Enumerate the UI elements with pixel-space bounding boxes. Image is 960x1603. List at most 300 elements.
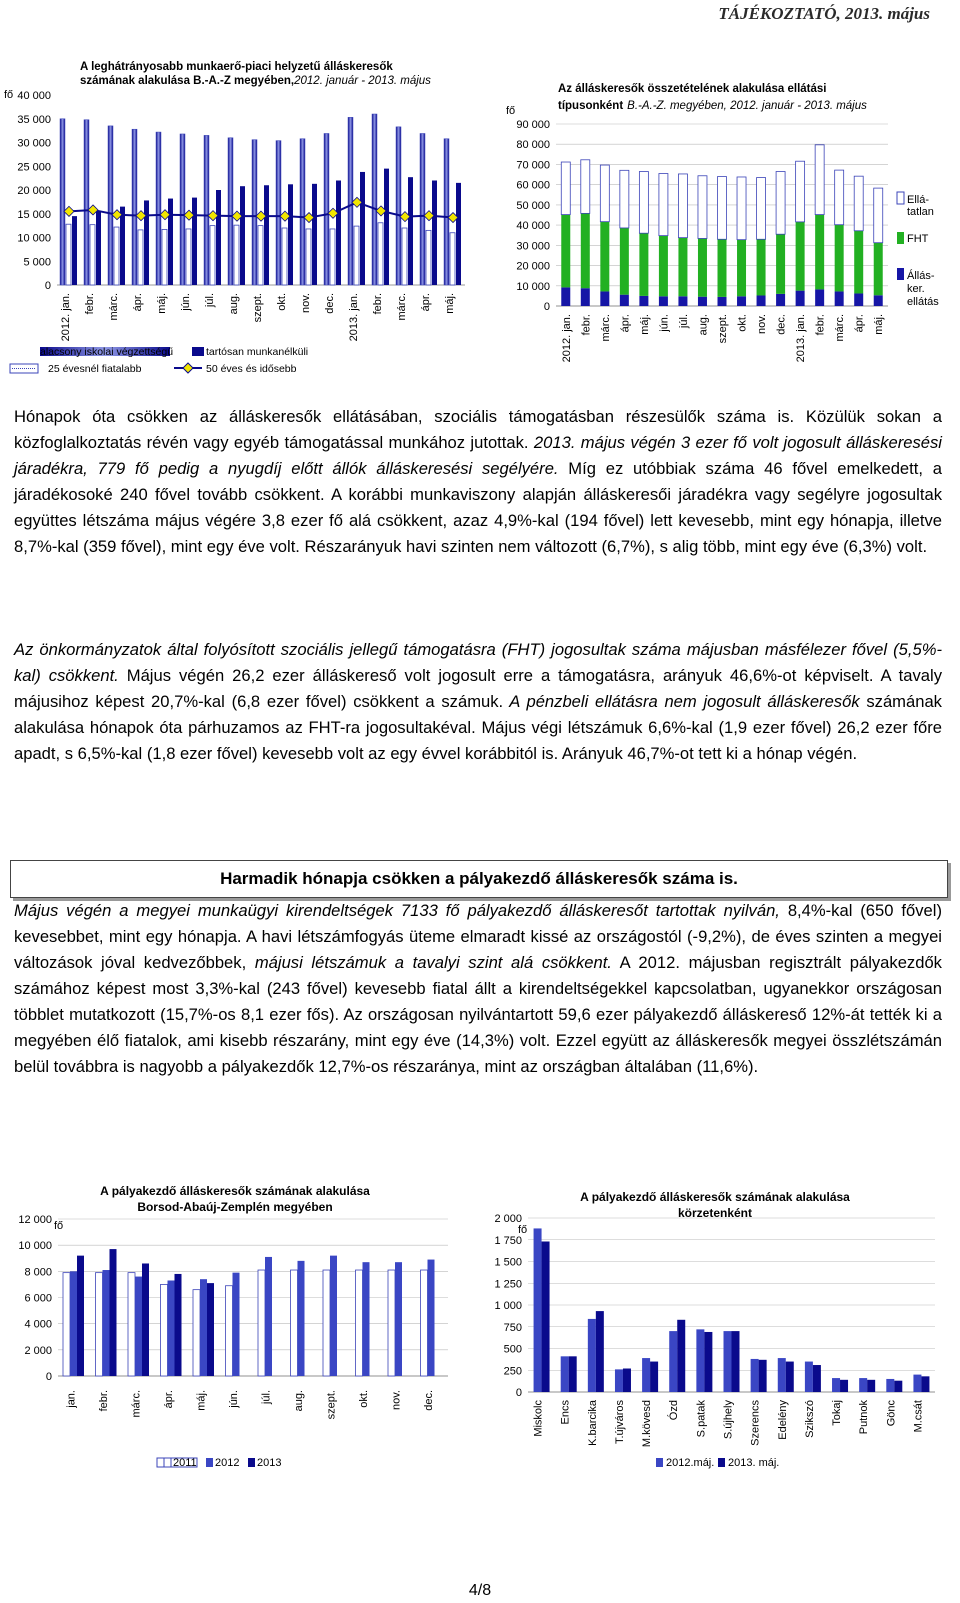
bar-2012-m-j-edel-ny bbox=[778, 1358, 786, 1392]
bar-2012 bbox=[103, 1270, 110, 1376]
bar-ellatatlan bbox=[796, 161, 805, 222]
bar-allaskeresesi bbox=[737, 296, 746, 306]
chart-benefit-types bbox=[470, 40, 960, 390]
bar-young bbox=[378, 223, 383, 285]
y-tick-label: 1 000 bbox=[494, 1300, 522, 1312]
bar-tartos bbox=[72, 216, 77, 285]
bar-young bbox=[234, 225, 239, 285]
bar-young bbox=[402, 228, 407, 285]
bar-fht bbox=[698, 238, 707, 296]
y-tick-label: 1 250 bbox=[494, 1278, 522, 1291]
bar-allaskeresesi bbox=[639, 296, 648, 306]
paragraph-career-starters bbox=[14, 898, 942, 1080]
bar-tartos bbox=[144, 200, 149, 285]
x-tick-label-jan: jan. bbox=[65, 1390, 78, 1408]
x-tick-label-dec: dec. bbox=[775, 314, 788, 335]
x-tick-label-2013-jan: 2013. jan. bbox=[348, 293, 360, 342]
x-tick-label-j-l: júl. bbox=[260, 1390, 273, 1405]
bar-low-edu bbox=[348, 117, 353, 285]
x-tick-label-pr: ápr. bbox=[619, 314, 632, 333]
bar-young bbox=[114, 227, 119, 285]
chart4-svg bbox=[470, 1175, 960, 1475]
y-tick-label: 2 000 bbox=[24, 1344, 52, 1357]
legend-swatch-2013maj bbox=[718, 1458, 725, 1467]
bar-fht bbox=[718, 239, 727, 297]
legend-label-young: 25 évesnél fiatalabb bbox=[48, 363, 142, 375]
bar-2013-m-j-t-jv-ros bbox=[623, 1369, 631, 1392]
x-tick-label-2012-jan: 2012. jan. bbox=[60, 293, 72, 342]
bar-2012-m-j-g-nc bbox=[886, 1379, 894, 1392]
bar-ellatatlan bbox=[698, 176, 707, 239]
bar-allaskeresesi bbox=[718, 297, 727, 306]
bar-allaskeresesi bbox=[835, 291, 844, 306]
chart4-unit: fő bbox=[518, 1224, 528, 1236]
legend-label-allaskeresesi-3: ellátás bbox=[907, 296, 939, 308]
bar-allaskeresesi bbox=[581, 288, 590, 306]
legend-swatch-allaskeresesi bbox=[897, 268, 904, 280]
bar-2013 bbox=[77, 1256, 84, 1376]
bar-2011 bbox=[226, 1286, 233, 1376]
bar-fht bbox=[835, 225, 844, 292]
bar-low-edu bbox=[60, 119, 65, 285]
bar-ellatatlan bbox=[620, 170, 629, 228]
y-tick-label: 20 000 bbox=[516, 260, 550, 273]
x-tick-label-dec: dec. bbox=[422, 1390, 435, 1411]
bar-2012-m-j-miskolc bbox=[534, 1228, 542, 1392]
x-tick-label-pr: ápr. bbox=[420, 293, 432, 312]
legend-swatch-ellatatlan bbox=[897, 192, 904, 204]
y-tick-label: 1 750 bbox=[494, 1234, 522, 1247]
bar-2013-m-j-encs bbox=[569, 1356, 577, 1392]
bar-fht bbox=[581, 213, 590, 288]
p1-part-c: Míg ez utóbbiak száma 46 fővel emelkedett, a járadékosoké 240 fővel tovább csökkent. A korábbi munkaviszony alapján álláskeresői járadékra vagy segélyre jogosultak együttes létszáma május végére 3,8 ezer fő alá csökkent, azaz 4,9%-kal (194 fővel) lett kevesebb, mint egy hónapja, illetve 8,7%-kal (359 fővel), mint egy éve volt. Részarányuk havi szinten nem változott (6,7%), s alig több, mint egy éve (6,3%) volt. bbox=[14, 459, 942, 556]
bar-young bbox=[162, 229, 167, 285]
legend-swatch-2013 bbox=[248, 1458, 255, 1467]
bar-young bbox=[66, 224, 71, 285]
legend-label-2011: 2011 bbox=[173, 1457, 197, 1469]
bar-2012-m-j-encs bbox=[561, 1356, 569, 1392]
x-tick-label-t-jv-ros: T.újváros bbox=[613, 1400, 626, 1445]
y-tick-label: 30 000 bbox=[516, 240, 550, 253]
bar-2013-m-j-putnok bbox=[867, 1380, 875, 1392]
y-tick-label: 4 000 bbox=[24, 1318, 52, 1331]
bar-2011 bbox=[161, 1284, 168, 1376]
chart4-legend bbox=[656, 1457, 779, 1469]
bar-2012 bbox=[265, 1257, 272, 1376]
bar-tartos bbox=[168, 199, 173, 285]
legend-label-ellatatlan-2: tatlan bbox=[907, 206, 934, 218]
bar-allaskeresesi bbox=[854, 293, 863, 306]
p2-part-a: Az önkormányzatok által folyósított szociális jellegű támogatásra (FHT) jogosultak száma májusban másfélezer fővel (5,5%-kal) csökkent. bbox=[14, 640, 942, 685]
legend-label-allaskeresesi-2: ker. bbox=[907, 283, 925, 295]
bar-fht bbox=[796, 222, 805, 291]
p2-part-c: A pénzbeli ellátásra nem jogosult álláskeresők bbox=[503, 692, 860, 711]
bar-2011 bbox=[258, 1270, 265, 1376]
bar-fht bbox=[737, 240, 746, 297]
bar-young bbox=[330, 229, 335, 285]
bar-ellatatlan bbox=[581, 160, 590, 214]
bar-ellatatlan bbox=[561, 162, 570, 215]
bar-low-edu bbox=[156, 132, 161, 285]
x-tick-label-m-j: máj. bbox=[444, 293, 456, 314]
bar-ellatatlan bbox=[600, 165, 609, 222]
legend-label-over50: 50 éves és idősebb bbox=[206, 363, 297, 375]
y-tick-label: 750 bbox=[503, 1321, 522, 1334]
bar-2013-m-j-sziksz bbox=[813, 1365, 821, 1392]
bar-allaskeresesi bbox=[620, 295, 629, 306]
x-tick-label-encs: Encs bbox=[559, 1400, 572, 1425]
bar-fht bbox=[757, 239, 766, 295]
x-tick-label-febr: febr. bbox=[580, 314, 593, 336]
x-tick-label-aug: aug. bbox=[228, 293, 240, 315]
bar-young bbox=[306, 229, 311, 285]
bar-2013 bbox=[142, 1263, 149, 1376]
bar-tartos bbox=[312, 184, 317, 285]
x-tick-label-febr: febr. bbox=[97, 1390, 110, 1412]
bar-young bbox=[282, 228, 287, 285]
legend-label-fht: FHT bbox=[907, 233, 929, 245]
p3-part-a: Május végén a megyei munkaügyi kirendeltségek 7133 fő pályakezdő álláskeresőt tartottak nyilván, bbox=[14, 901, 780, 920]
bar-fht bbox=[600, 222, 609, 292]
x-tick-label-j-n: jún. bbox=[227, 1390, 240, 1408]
x-tick-label-szept: szept. bbox=[252, 293, 264, 323]
x-tick-label-putnok: Putnok bbox=[858, 1400, 871, 1435]
bar-2013-m-j-s-jhely bbox=[732, 1331, 740, 1392]
bar-2012-m-j-t-jv-ros bbox=[615, 1369, 623, 1392]
bar-tartos bbox=[96, 211, 101, 285]
bar-tartos bbox=[384, 169, 389, 285]
y-tick-label: 0 bbox=[44, 280, 51, 292]
legend-swatch-fht bbox=[897, 232, 904, 244]
chart1-svg bbox=[0, 40, 470, 390]
x-tick-label-tokaj: Tokaj bbox=[831, 1400, 844, 1426]
p3-part-b: 8,4%-kal (650 fővel) kevesebbet, mint egy hónapja. A havi létszámfogyás üteme elmaradt kissé az országostól (-9,2%), de éves szinten a megyei változások jóval kedvezőbbek, bbox=[14, 901, 942, 972]
bar-tartos bbox=[456, 183, 461, 285]
bar-2011 bbox=[323, 1270, 330, 1376]
bar-2012-m-j-k-barcika bbox=[588, 1319, 596, 1392]
bar-2013-m-j-m-cs-t bbox=[921, 1376, 929, 1392]
chart2-title-italic: B.-A.-Z. megyében, 2012. január - 2013. május bbox=[627, 100, 867, 112]
x-tick-label-m-cs-t: M.csát bbox=[912, 1400, 925, 1433]
chart3-title-line1: A pályakezdő álláskeresők számának alakulása bbox=[100, 1184, 370, 1198]
bar-2012-m-j-zd bbox=[669, 1331, 677, 1392]
bar-tartos bbox=[432, 181, 437, 286]
bar-2012 bbox=[298, 1261, 305, 1376]
y-tick-label: 0 bbox=[45, 1371, 52, 1383]
chart2-title-line2 bbox=[558, 100, 867, 112]
y-tick-label: 0 bbox=[515, 1387, 522, 1399]
bar-tartos bbox=[408, 177, 413, 285]
bar-ellatatlan bbox=[639, 172, 648, 234]
x-tick-label-aug: aug. bbox=[697, 314, 710, 336]
p1-part-b: 2013. május végén 3 ezer fő volt jogosult álláskeresési járadékra, 779 fő pedig a nyugdíj előtt állók álláskeresési segélyére. bbox=[14, 433, 942, 478]
x-tick-label-nov: nov. bbox=[756, 314, 769, 334]
paragraph-fht bbox=[14, 637, 942, 767]
x-tick-label-okt: okt. bbox=[276, 293, 288, 311]
y-tick-label: 40 000 bbox=[516, 220, 550, 233]
y-tick-label: 20 000 bbox=[17, 185, 51, 197]
x-tick-label-j-l: júl. bbox=[677, 314, 690, 329]
y-tick-label: 60 000 bbox=[516, 179, 550, 192]
bar-2012-m-j-szerencs bbox=[751, 1359, 759, 1392]
chart-career-starters-district bbox=[470, 1175, 960, 1475]
chart1-legend bbox=[10, 346, 308, 375]
x-tick-label-szerencs: Szerencs bbox=[749, 1400, 762, 1446]
x-tick-label-2012-jan: 2012. jan. bbox=[560, 314, 573, 363]
legend-swatch-2012 bbox=[206, 1458, 213, 1467]
x-tick-label-m-k-vesd: M.kövesd bbox=[641, 1400, 654, 1448]
bar-2011 bbox=[291, 1270, 298, 1376]
bar-2011 bbox=[193, 1290, 200, 1376]
bar-allaskeresesi bbox=[874, 295, 883, 306]
x-tick-label-pr: ápr. bbox=[132, 293, 144, 312]
bar-2012 bbox=[330, 1256, 337, 1376]
chart3-title-line2: Borsod-Abaúj-Zemplén megyében bbox=[137, 1200, 333, 1214]
page-number: 4/8 bbox=[468, 1582, 492, 1599]
bar-ellatatlan bbox=[776, 172, 785, 235]
bar-2012 bbox=[168, 1280, 175, 1376]
chart1-title-bold: számának alakulása B.-A.-Z megyében, bbox=[80, 75, 295, 87]
bar-2013-m-j-tokaj bbox=[840, 1380, 848, 1392]
bar-allaskeresesi bbox=[698, 297, 707, 306]
chart-career-starters-county bbox=[0, 1175, 470, 1475]
x-tick-label-dec: dec. bbox=[324, 293, 336, 314]
bar-tartos bbox=[360, 172, 365, 285]
bar-2012 bbox=[428, 1260, 435, 1376]
running-header: TÁJÉKOZTATÓ, 2013. május bbox=[718, 4, 930, 23]
chart4-title-line1: A pályakezdő álláskeresők számának alakulása bbox=[580, 1190, 850, 1204]
y-tick-label: 5 000 bbox=[23, 256, 51, 269]
bar-fht bbox=[561, 215, 570, 288]
bar-ellatatlan bbox=[757, 178, 766, 240]
bar-low-edu bbox=[420, 133, 425, 285]
bar-young bbox=[426, 230, 431, 285]
bar-allaskeresesi bbox=[776, 294, 785, 306]
x-tick-label-s-patak: S.patak bbox=[695, 1400, 708, 1438]
bar-low-edu bbox=[444, 139, 449, 285]
y-tick-label: 80 000 bbox=[516, 139, 550, 152]
bar-fht bbox=[659, 236, 668, 297]
bar-low-edu bbox=[132, 129, 137, 285]
bar-ellatatlan bbox=[815, 145, 824, 215]
bar-ellatatlan bbox=[835, 170, 844, 225]
legend-label-2012: 2012 bbox=[215, 1457, 240, 1469]
paragraph-benefits bbox=[14, 404, 942, 560]
bar-allaskeresesi bbox=[796, 291, 805, 306]
bar-young bbox=[186, 229, 191, 285]
legend-swatch-tartos bbox=[192, 347, 204, 356]
bar-2011 bbox=[421, 1270, 428, 1376]
y-tick-label: 40 000 bbox=[17, 90, 51, 102]
bar-tartos bbox=[264, 185, 269, 285]
y-tick-label: 10 000 bbox=[17, 232, 51, 245]
x-tick-label-febr: febr. bbox=[372, 293, 384, 315]
bar-low-edu bbox=[108, 126, 113, 285]
bar-young bbox=[258, 226, 263, 285]
legend-label-2012maj: 2012.máj. bbox=[666, 1457, 715, 1469]
x-tick-label-miskolc: Miskolc bbox=[532, 1400, 545, 1437]
chart3-unit: fő bbox=[54, 1220, 64, 1232]
bar-2012-m-j-s-patak bbox=[696, 1329, 704, 1392]
p2-part-d: számának alakulása hónapok óta párhuzamos az FHT-ra jogosultakéval. Május végi létszámuk 6,6%-kal (1,9 ezer fővel) 26,2 ezer főre apadt, s 6,5%-kal (1,8 ezer fővel) kevesebb volt az egy évvel korábbitól is. Arányuk 46,7%-ot tett ki a hónap végén. bbox=[14, 692, 942, 763]
bar-low-edu bbox=[180, 134, 185, 285]
bar-tartos bbox=[336, 181, 341, 286]
bar-2012 bbox=[135, 1277, 142, 1376]
bar-2012-m-j-sziksz bbox=[805, 1362, 813, 1392]
bar-fht bbox=[678, 238, 687, 297]
chart-disadvantaged-jobseekers bbox=[0, 40, 470, 390]
bar-low-edu bbox=[228, 138, 233, 285]
x-tick-label-m-j: máj. bbox=[638, 314, 651, 335]
bar-2013-m-j-miskolc bbox=[542, 1241, 550, 1392]
x-tick-label-m-j: máj. bbox=[195, 1390, 208, 1411]
bar-low-edu bbox=[276, 141, 281, 285]
legend-label-tartos: tartósan munkanélküli bbox=[206, 346, 309, 358]
x-tick-label-sziksz: Szikszó bbox=[803, 1400, 816, 1438]
bar-allaskeresesi bbox=[678, 296, 687, 306]
x-tick-label-szept: szept. bbox=[325, 1390, 338, 1420]
bar-2012-m-j-m-cs-t bbox=[913, 1375, 921, 1392]
y-tick-label: 30 000 bbox=[17, 137, 51, 150]
x-tick-label-febr: febr. bbox=[84, 293, 96, 315]
chart1-title-line1: A leghátrányosabb munkaerő-piaci helyzetű álláskeresők bbox=[80, 61, 393, 73]
chart4-title-line2: körzetenként bbox=[677, 1206, 753, 1220]
y-tick-label: 1 500 bbox=[494, 1256, 522, 1269]
bar-ellatatlan bbox=[659, 174, 668, 236]
p1-part-a: Hónapok óta csökken az álláskeresők ellátásában, szociális támogatásban részesülők száma is. Közülük sokan a közfoglalkoztatás révén vagy egyéb támogatással munkához jutottak. bbox=[14, 407, 942, 452]
chart2-svg bbox=[470, 40, 960, 390]
bar-fht bbox=[776, 234, 785, 294]
legend-label-allaskeresesi-1: Állás- bbox=[907, 270, 935, 282]
legend-label-ellatatlan-1: Ellá- bbox=[907, 194, 930, 206]
y-tick-label: 35 000 bbox=[17, 113, 51, 126]
y-tick-label: 0 bbox=[543, 301, 550, 313]
y-tick-label: 2 000 bbox=[494, 1213, 522, 1225]
bar-fht bbox=[874, 243, 883, 296]
bar-fht bbox=[620, 228, 629, 295]
bar-low-edu bbox=[324, 133, 329, 285]
p2-part-b: Május végén 26,2 ezer álláskereső volt jogosult erre a támogatásra, arányuk 46,6%-ot képviselt. A tavaly májusihoz képest 20,7%-kal (6,8 ezer fővel) csökkent a számuk. bbox=[14, 666, 942, 711]
y-tick-label: 500 bbox=[503, 1343, 522, 1356]
bar-ellatatlan bbox=[737, 177, 746, 240]
y-tick-label: 10 000 bbox=[18, 1240, 52, 1253]
bar-2013-m-j-edel-ny bbox=[786, 1362, 794, 1392]
bar-2012 bbox=[70, 1271, 77, 1376]
p3-part-d: A 2012. májusban regisztrált pályakezdők számához képest most 3,3%-kal (243 fővel) kevesebb fiatal állt a kirendeltségekkel kapcsolatban, ugyanekkor országosan többlet mutatkozott (15,7%-os 8,1 ezer fős). Az országosan nyilvántartott 59,6 ezer pályakezdő álláskereső 12%-át tették ki a megyében élő fiatalok, ami kisebb részarány, mint egy éve (14,3%) volt. Ezzel együtt az álláskeresők megyei összlétszámán belül továbbra is nagyobb a pályakezdők 12,7%-os részaránya, mint az országban általában (11,6%). bbox=[14, 953, 942, 1076]
x-tick-label-nov: nov. bbox=[390, 1390, 403, 1410]
x-tick-label-edel-ny: Edelény bbox=[776, 1400, 789, 1440]
bar-allaskeresesi bbox=[659, 296, 668, 306]
bar-2012 bbox=[395, 1262, 402, 1376]
chart1-unit: fő bbox=[4, 89, 14, 101]
x-tick-label-szept: szept. bbox=[717, 314, 729, 344]
chart1-title-italic: 2012. január - 2013. május bbox=[294, 75, 431, 87]
x-tick-label-pr: ápr. bbox=[853, 314, 866, 333]
bar-fht bbox=[854, 231, 863, 294]
bar-young bbox=[450, 233, 455, 285]
x-tick-label-m-rc: márc. bbox=[130, 1390, 143, 1418]
x-tick-label-j-n: jún. bbox=[180, 293, 192, 311]
chart2-title-line1: Az álláskeresők összetételének alakulása ellátási bbox=[558, 83, 827, 95]
bar-young bbox=[90, 225, 95, 285]
y-tick-label: 12 000 bbox=[18, 1214, 52, 1226]
bar-allaskeresesi bbox=[561, 287, 570, 306]
bar-low-edu bbox=[300, 139, 305, 285]
bar-2013 bbox=[175, 1274, 182, 1376]
bar-allaskeresesi bbox=[600, 291, 609, 306]
x-tick-label-2013-jan: 2013. jan. bbox=[795, 314, 808, 363]
chart2-legend bbox=[897, 192, 939, 308]
legend-swatch-2012maj bbox=[656, 1458, 663, 1467]
bar-2011 bbox=[356, 1270, 363, 1376]
bar-fht bbox=[815, 215, 824, 290]
x-tick-label-m-j: máj. bbox=[156, 293, 168, 314]
x-tick-label-j-l: júl. bbox=[204, 293, 216, 308]
bar-2013 bbox=[110, 1249, 117, 1376]
x-tick-label-g-nc: Gönc bbox=[885, 1400, 898, 1427]
y-tick-label: 250 bbox=[503, 1365, 522, 1378]
bar-2011 bbox=[388, 1270, 395, 1376]
y-tick-label: 10 000 bbox=[516, 280, 550, 293]
x-tick-label-nov: nov. bbox=[300, 293, 312, 313]
bar-2012 bbox=[363, 1262, 370, 1376]
x-tick-label-k-barcika: K.barcika bbox=[586, 1400, 599, 1446]
bar-2012 bbox=[233, 1273, 240, 1376]
x-tick-label-febr: febr. bbox=[814, 314, 827, 336]
bar-2013-m-j-s-patak bbox=[704, 1332, 712, 1392]
bar-allaskeresesi bbox=[757, 295, 766, 306]
x-tick-label-j-n: jún. bbox=[658, 314, 671, 332]
bar-2013-m-j-szerencs bbox=[759, 1360, 767, 1392]
x-tick-label-okt: okt. bbox=[357, 1390, 370, 1408]
bar-tartos bbox=[240, 186, 245, 285]
bar-tartos bbox=[192, 198, 197, 285]
marker-over50 bbox=[64, 206, 74, 216]
bar-2012-m-j-s-jhely bbox=[724, 1331, 732, 1392]
legend-label-2013maj: 2013. máj. bbox=[728, 1457, 780, 1469]
bar-ellatatlan bbox=[854, 176, 863, 231]
legend-marker-over50 bbox=[183, 363, 193, 373]
legend-label-2013: 2013 bbox=[257, 1457, 282, 1469]
x-tick-label-m-rc: márc. bbox=[599, 314, 612, 342]
chart2-unit: fő bbox=[506, 105, 516, 117]
chart3-legend bbox=[157, 1457, 281, 1469]
bar-2012-m-j-tokaj bbox=[832, 1378, 840, 1392]
section-heading-career-starters: Harmadik hónapja csökken a pályakezdő álláskeresők száma is. bbox=[10, 860, 948, 898]
x-tick-label-s-jhely: S.újhely bbox=[722, 1400, 735, 1440]
chart1-title-line2 bbox=[80, 75, 431, 87]
bar-2011 bbox=[128, 1273, 135, 1376]
y-tick-label: 50 000 bbox=[516, 199, 550, 212]
bar-low-edu bbox=[396, 127, 401, 285]
y-tick-label: 8 000 bbox=[24, 1266, 52, 1279]
bar-young bbox=[210, 226, 215, 285]
bar-2011 bbox=[63, 1273, 70, 1376]
bar-tartos bbox=[120, 207, 125, 285]
bar-fht bbox=[639, 233, 648, 296]
bar-2011 bbox=[96, 1273, 103, 1376]
bar-low-edu bbox=[84, 120, 89, 285]
y-tick-label: 6 000 bbox=[24, 1292, 52, 1305]
x-tick-label-pr: ápr. bbox=[162, 1390, 175, 1409]
x-tick-label-aug: aug. bbox=[292, 1390, 305, 1412]
bar-low-edu bbox=[204, 135, 209, 285]
bar-2013-m-j-zd bbox=[677, 1320, 685, 1392]
x-tick-label-m-rc: márc. bbox=[396, 293, 408, 321]
chart2-title-bold: típusonként bbox=[558, 100, 624, 112]
bar-ellatatlan bbox=[874, 188, 883, 243]
bar-2013-m-j-k-barcika bbox=[596, 1311, 604, 1392]
